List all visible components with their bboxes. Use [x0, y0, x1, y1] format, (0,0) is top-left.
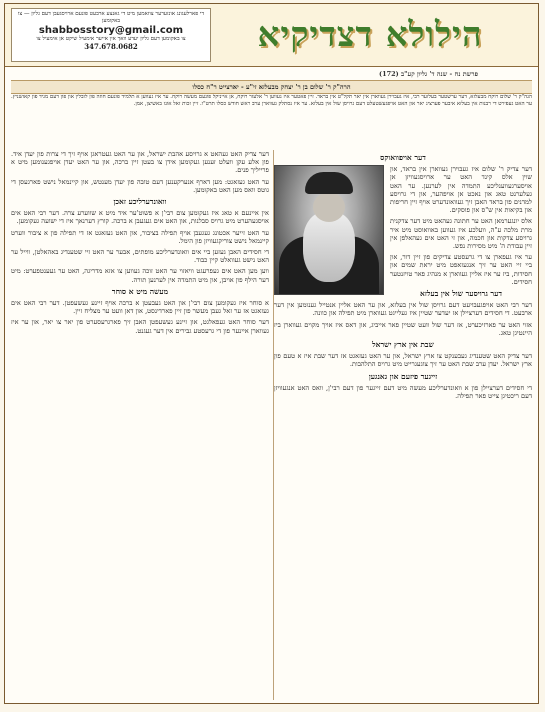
paragraph: די חסידים דערציילן פון א וואונדערליכע מעשה מיט דעם זייגער פון דעם רבי'ן, וואס האט אנגעוויזן דעם ריכטיגן צייט פאר תפילה.	[274, 383, 532, 401]
paragraph: ער איז געפארן צו די גרעסטע צדיקים פון זיין דור, און ביי זיי האט ער זיך אנגעזאפט מיט יראת שמים און חסידות, ביז ער איז אליין געווארן א מנהיג פאר טויזנטער חסידים.	[390, 253, 532, 286]
logo-title: הילולא דצדיקיא	[257, 15, 483, 55]
contact-box	[11, 8, 211, 62]
paragraph: ער האט זייער אכטונג געגעבן אויף תפילה בציבור, און האט געזאגט אז די תפילה פון א ציבור ווערט קיינמאל נישט צוריקגעוויזן פון הימל.	[11, 228, 269, 245]
rebbe-portrait	[274, 165, 384, 295]
contact-top-text: די פארלעגונג אונזערער צוזאמען מיט די גאנצע ארבעט פונעם ארויסגעבן דעם גליון — צו באקומען	[17, 11, 205, 24]
paragraph: דער צדיק ר' שלום איז געבוירן געווארן אין בראד, און שוין אלס קינד האט ער ארויסגעוויזן אן אויסערגעווענליכע התמדה אין לערנען. ער האט געלערנט טאג און נאכט אן אויפהער, און די גרויסע למדנים פון בראד האבן זיך געוואונדערט אויף זיין חריפות און בקיאות אין ש"ס און פוסקים.	[390, 165, 532, 215]
paragraph: אלס יונגערמאן האט ער חתונה געהאט מיט דער צדקנית מרת מלכה ע"ה, וועלכע איז געווען באוואוסט מיט איר גרויסע צדקות און חכמה, און זי האט אים געהאלפן אין זיין עבודת ה' מיט מסירות נפש.	[390, 217, 532, 251]
contact-phone[interactable]: 347.678.0682	[84, 42, 138, 51]
paragraph: אין איינעם א טאג איז געקומען צום רבי'ן א פשוט'ער איד מיט א שווערע צרה. דער רבי האט אים אויסגעהערט מיט גרויס סבלנות, און האט אים געגעבן א ברכה. קורץ דערנאך איז די ישועה געקומען.	[11, 209, 269, 226]
left-column	[11, 150, 269, 700]
paragraph: דער רבי האט אויפגעבויעט דעם גרויסן שול אין בעלזא, און ער האט אליין אנטייל גענומען אין דער ארבעט. די חסידים דערציילן אז יעדער שטיין איז געלייגט געווארן מיט תפילה און כוונה.	[274, 301, 532, 318]
yahrzeit-subtitle: הרה"ק ר' שלום בן ר' יצחק מבעלזא זי"ע - יארצייט ר"ח כסלו	[11, 80, 532, 94]
paragraph: דער צדיק האט געהאט א גרויסע אהבת ישראל, און ער האט געטראגן אויף זיך די צרות פון יעדן איד. פון אלע עקן וועלט זענען געקומען אידן צו בעטן זיין ברכה, און ער האט יעדן אויפגענומען מיט א פרייליך פנים.	[11, 150, 269, 175]
contact-mid-text: צו באקומען דעם גליון יעדע וואך אין אייער אימעיל שיקט אן אימעיל צו	[36, 36, 186, 42]
intro-paragraph: הגה"ק ר' שלום רוקח מבעלזא, דער ערשטער בעלזער רבי, איז געבוירן געווארן אין יאר תקל"ט אין בראד. זיין פאטער איז געווען ר' אלעזר רוקח, אן אייניקל פונעם מעשה רוקח. ער איז געווען א תלמיד פונעם חוזה פון לובלין און פון דעם מגיד פון קאזשניץ. ער האט געפירט די רבנות אין בעלזא איבער פערציג יאר און האט אויפגעשטעלט דעם גרויסן שול אין בעלזא. ער איז נסתלק געווארן ערב ראש חודש כסלו תרט"ו. זיין זכות זאל אונז באשיצן, אמן.	[11, 94, 532, 107]
paragraph: א סוחר איז געקומען צום רבי'ן און האט געבעטן א ברכה אויף זיינע געשעפטן. דער רבי האט אים געזאגט אז ער זאל געבן מעשר פון זיין פארדינסט, און דאן וועט ער מצליח זיין.	[11, 299, 269, 316]
paragraph: ווען מען האט אים געפרעגט וויאזוי ער האט זוכה געווען צו אזא מדריגה, האט ער געענטפערט: מיט דער הילף פון אויבן, און מיט התמדה אין לערנען תורה.	[11, 267, 269, 284]
contact-email[interactable]: shabbosstory@gmail.com	[38, 25, 184, 36]
paragraph: ער האט געזאגט: מען דארף אנערקענען דעם טובה פון יעדן מענטש, און קיינמאל נישט פארגעסן די גוטס וואס מען האט באקומען.	[11, 177, 269, 194]
right-column	[274, 150, 532, 700]
section-title: זייגער פיזעם און גאנגען	[368, 371, 438, 381]
page	[4, 3, 539, 704]
section-title: מעשה מיט א סוחר	[111, 286, 169, 296]
section-title: וואונדערליכע זאכן	[113, 197, 167, 207]
masthead	[5, 4, 538, 67]
section-title: שבת אין ארץ ישראל	[372, 340, 434, 350]
logo	[210, 8, 530, 62]
issue-line: פרשת נח - שנה ד' גליון קע"ב (172)	[379, 70, 478, 78]
paragraph: די חסידים האבן געזען ביי אים וואונדערליכע מופתים, אבער ער האט זיי שטענדיג באהאלטן, ווייל ער האט נישט געוואלט קיין כבוד.	[11, 248, 269, 265]
column-divider	[273, 150, 274, 700]
paragraph: דער סוחר האט געפאלגט, און זיינע געשעפטן האבן זיך פארגרעסערט פון יאר צו יאר, און ער איז געווארן איינער פון די גרעסטע גבירים אין דער געגנט.	[11, 318, 269, 335]
paragraph: דער צדיק האט שטענדיג געבענקט צו ארץ ישראל, און ער האט געזאגט אז דער שבת איז א טעם פון ארץ ישראל. יעדן ערב שבת האט ער זיך צוגעגרייט מיט גרויס התלהבות.	[274, 352, 532, 369]
section-title: דער אויפוואוקס	[380, 153, 426, 162]
paragraph: אזוי האט ער פארזיכערט, אז דער שול וועט שטיין פאר אייביג, און דאס איז אויך מקוים געווארן ביז היינטיגן טאג.	[274, 320, 532, 337]
section-title: דער גרויסער שול אין בעלזא	[420, 289, 502, 299]
